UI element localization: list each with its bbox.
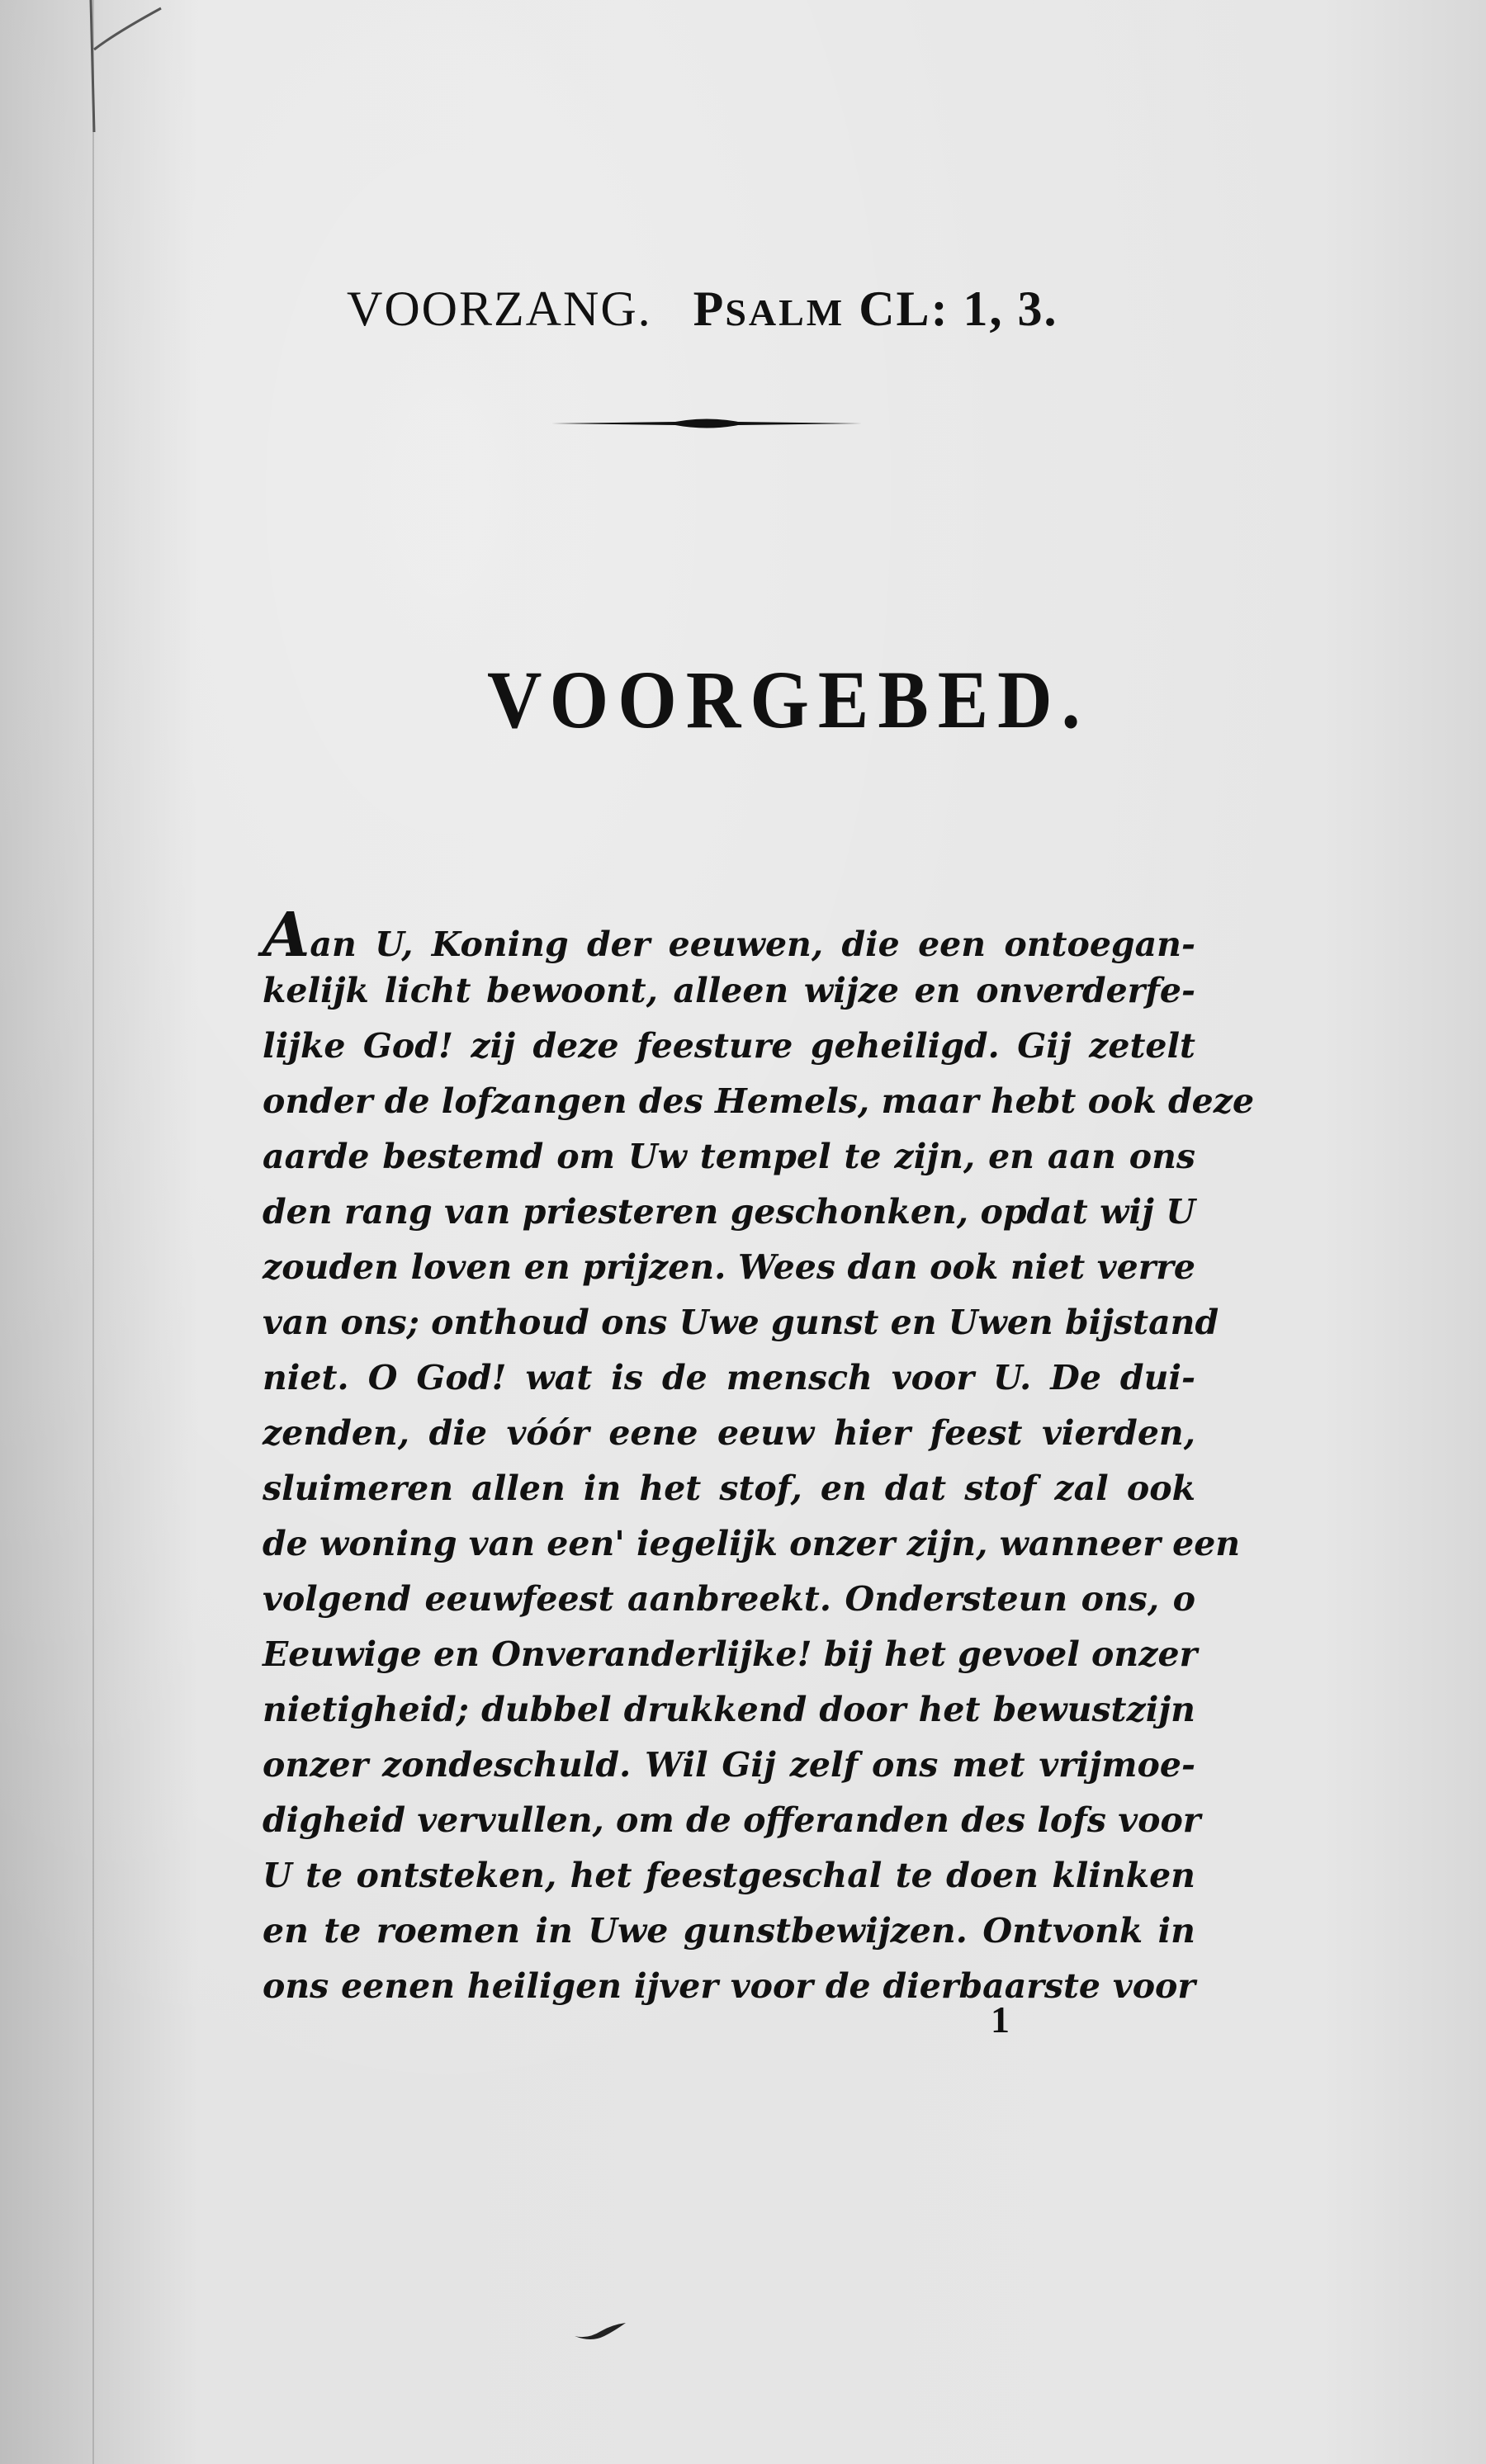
text-line: zenden, die vóór eene eeuw hier feest vierden, bbox=[263, 1413, 1195, 1453]
text-line: van ons; onthoud ons Uwe gunst en Uwen bijstand bbox=[263, 1303, 1219, 1342]
text-line: U te ontsteken, het feestgeschal te doen klinken bbox=[263, 1856, 1195, 1895]
header-voorzang: VOORZANG. bbox=[347, 281, 652, 336]
text-line: sluimeren allen in het stof, en dat stof zal ook bbox=[263, 1468, 1195, 1508]
first-line-text: an U, Koning der eeuwen, die een ontoegan- bbox=[310, 925, 1195, 964]
page-number: 1 bbox=[991, 1998, 1010, 2041]
text-line: volgend eeuwfeest aanbreekt. Ondersteun ons, o bbox=[263, 1579, 1195, 1619]
text-line: onzer zondeschuld. Wil Gij zelf ons met vrijmoe- bbox=[263, 1745, 1195, 1785]
corner-fold-mark bbox=[83, 0, 173, 140]
text-line: lijke God! zij deze feesture geheiligd. Gij zetelt bbox=[263, 1026, 1195, 1066]
page-header bbox=[347, 281, 1058, 338]
psalm-reference: CL: 1, 3. bbox=[859, 281, 1058, 336]
header-psalm bbox=[693, 281, 1058, 336]
psalm-initial: P bbox=[693, 281, 726, 336]
text-line: zouden loven en prijzen. Wees dan ook niet verre bbox=[263, 1247, 1195, 1287]
drop-cap: A bbox=[263, 900, 310, 971]
text-line: digheid vervullen, om de offeranden des lofs voor bbox=[263, 1800, 1201, 1840]
text-line: onder de lofzangen des Hemels, maar hebt ook deze bbox=[263, 1081, 1255, 1121]
text-line: en te roemen in Uwe gunstbewijzen. Ontvonk in bbox=[263, 1911, 1195, 1951]
text-line: den rang van priesteren geschonken, opdat wij U bbox=[263, 1192, 1195, 1232]
text-line-first bbox=[263, 900, 1195, 971]
psalm-smallcaps: SALM bbox=[725, 291, 845, 333]
text-line: kelijk licht bewoont, alleen wijze en onverderfe- bbox=[263, 971, 1195, 1010]
binding-edge bbox=[92, 0, 94, 2464]
smudge-mark bbox=[571, 2320, 629, 2343]
text-line: nietigheid; dubbel drukkend door het bewustzijn bbox=[263, 1690, 1195, 1729]
text-line: aarde bestemd om Uw tempel te zijn, en aan ons bbox=[263, 1137, 1195, 1176]
decorative-rule bbox=[551, 413, 862, 434]
prayer-text bbox=[263, 900, 1255, 2014]
text-line: Eeuwige en Onveranderlijke! bij het gevoel onzer bbox=[263, 1634, 1198, 1674]
text-line: ons eenen heiligen ijver voor de dierbaarste voor bbox=[263, 1966, 1195, 2006]
section-title: VOORGEBED. bbox=[487, 654, 1090, 745]
text-line: niet. O God! wat is de mensch voor U. De dui- bbox=[263, 1358, 1195, 1398]
text-line: de woning van een' iegelijk onzer zijn, wanneer een bbox=[263, 1524, 1241, 1563]
